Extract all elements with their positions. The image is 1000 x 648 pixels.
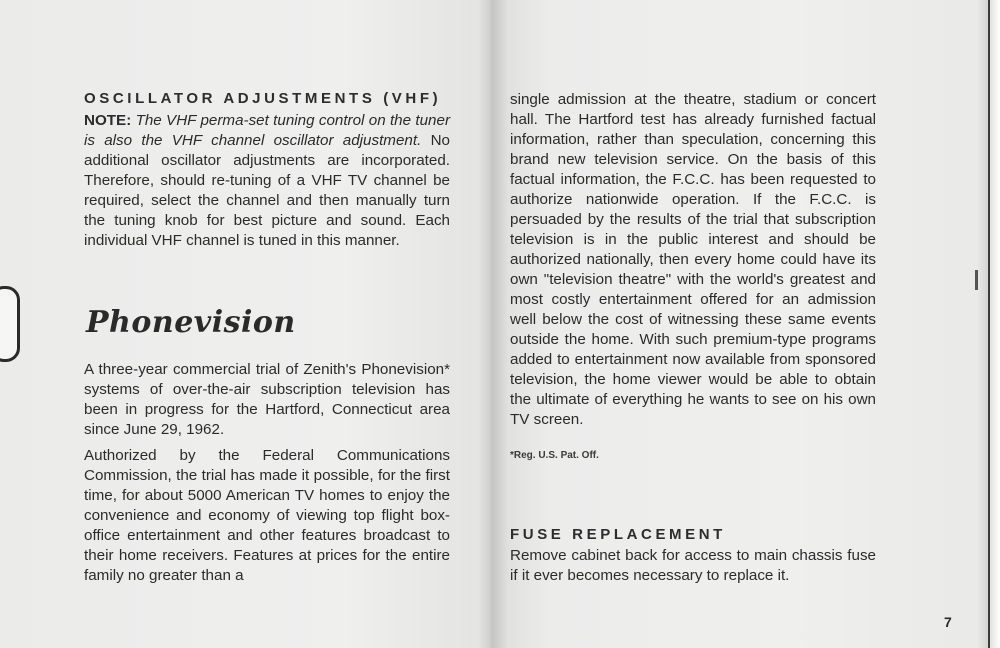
phonevision-paragraph-1: A three-year commercial trial of Zenith's Phonevision* systems of over-the-air subscription television has been in progress for the Hartford, Connecticut area since June 29, 1962. [84, 361, 450, 438]
oscillator-heading: OSCILLATOR ADJUSTMENTS (VHF) [84, 90, 442, 107]
page-edge-line [988, 0, 990, 648]
phonevision-paragraph-3: single admission at the theatre, stadium or concert hall. The Hartford test has already furnished factual information, rather than speculation, concerning this brand new television service. On the basis of this factual information, the F.C.C. has been requested to authorize nationwide operation. If the F.C.C. is persuaded by the results of the trial that subscription television is in the public interest and should be authorized nationally, then every home could have its own "television theatre" with the world's greatest and most costly entertainment offered for an admission well below the cost of witnessing these same events outside the home. With such premium-type programs added to entertainment now available from sponsored television, the home viewer would be able to obtain the ultimate of everything he wants to see on his own TV screen. [510, 91, 876, 428]
page-number: 7 [944, 614, 952, 630]
binder-hole [0, 286, 20, 362]
note-italic-text: The VHF perma-set tuning control on the tuner is also the VHF channel oscillator adjustment. [84, 112, 450, 149]
margin-mark [975, 270, 978, 290]
fuse-heading: FUSE REPLACEMENT [510, 526, 726, 543]
phonevision-title: Phonevision [86, 305, 296, 340]
note-label: NOTE: [84, 112, 132, 129]
note-body-text: No additional oscillator adjustments are incorporated. Therefore, should re-tuning of a VHF TV channel be required, select the channel and then manually turn the tuning knob for best picture and sound. Each individual VHF channel is tuned in this manner. [84, 132, 450, 249]
phonevision-paragraph-2: Authorized by the Federal Communications Commission, the trial has made it possible, for the first time, for about 5000 American TV homes to enjoy the convenience and economy of viewing top flight box-office entertainment and other features broadcast to their home receivers. Features at prices for the entire family no greater than a [84, 447, 450, 584]
fuse-text: Remove cabinet back for access to main chassis fuse if it ever becomes necessary to replace it. [510, 547, 876, 584]
book-spine [478, 0, 508, 648]
trademark-footnote: *Reg. U.S. Pat. Off. [510, 450, 599, 461]
oscillator-note [84, 111, 450, 251]
